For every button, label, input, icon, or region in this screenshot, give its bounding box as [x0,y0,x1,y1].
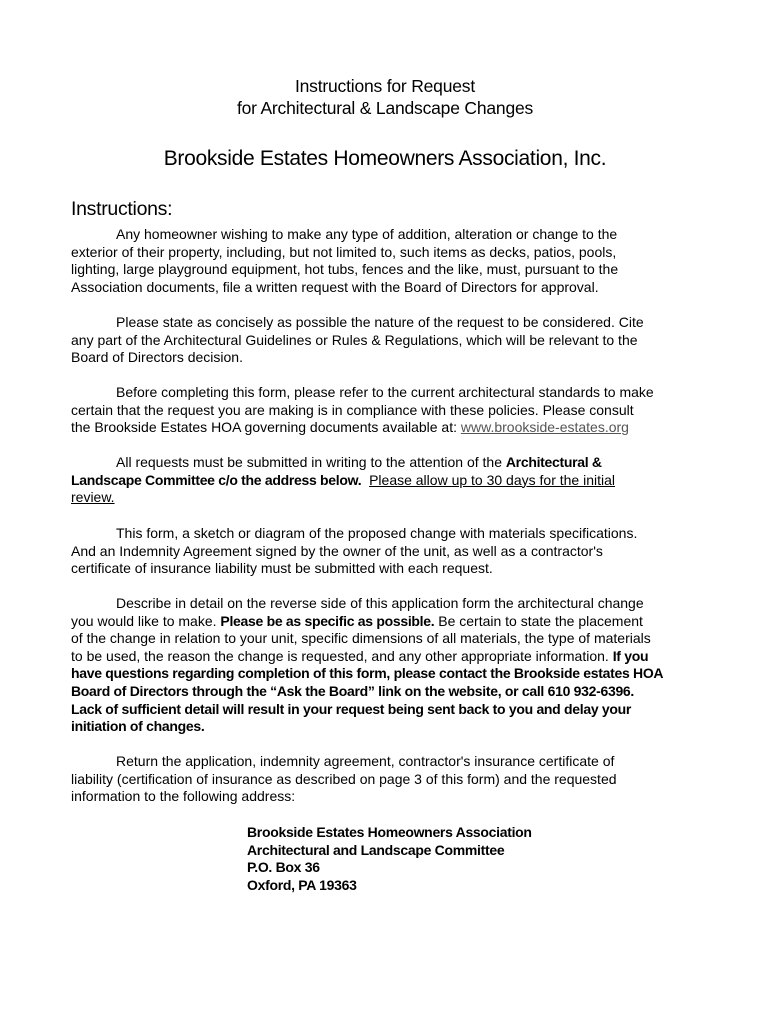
committee-address-bold: Landscape Committee c/o the address below. [71,471,362,488]
mailing-address [247,824,532,894]
p2-line-2: any part of the Architectural Guidelines or Rules & Regulations, which will be relevant to the [71,331,638,348]
p6-line-8: initiation of changes. [71,718,205,735]
p5-line-1: This form, a sketch or diagram of the proposed change with materials specifications. [116,525,638,541]
p1-line-3: lighting, large playground equipment, hot tubs, fences and the like, must, pursuant to the [71,261,619,278]
p4-line-3: review. [71,489,115,506]
p7-line-2: liability (certification of insurance as described on page 3 of this form) and the requested [71,770,617,787]
p1-line-1: Any homeowner wishing to make any type of addition, alteration or change to the [116,226,618,242]
paragraph-submission [71,454,711,507]
organization-name: Brookside Estates Homeowners Association, Inc. [163,147,607,170]
p2-line-1: Please state as concisely as possible the nature of the request to be considered. Cite [116,314,644,330]
p5-line-3: certificate of insurance liability must be submitted with each request. [71,560,493,577]
p3-line-3: the Brookside Estates HOA governing documents available at: [71,419,461,436]
p6-line-6: Board of Directors through the “Ask the Board” link on the website, or call 610 932-6396. [71,682,635,699]
paragraph-return-instructions [71,753,711,806]
p6-line-2a: you would like to make. [71,612,221,629]
address-line-3: P.O. Box 36 [247,859,320,876]
be-specific-bold: Please be as specific as possible. [220,612,435,629]
p3-line-2: certain that the request you are making is in compliance with these policies. Please consult [71,401,634,418]
address-line-4: Oxford, PA 19363 [247,876,357,893]
p6-line-7: Lack of sufficient detail will result in your request being sent back to you and delay your [71,700,632,717]
document-title [0,75,770,119]
paragraph-standards [71,384,711,437]
processing-time-note: Please allow up to 30 days for the initial [369,471,616,488]
p4-line-1a: All requests must be submitted in writing to the attention of the [116,454,506,470]
title-line-2: for Architectural & Landscape Changes [236,98,534,118]
website-link[interactable]: www.brookside-estates.org [460,419,629,436]
committee-name-bold: Architectural & [505,454,602,470]
paragraph-describe-change [71,595,711,736]
p6-line-5: have questions regarding completion of this form, please contact the Brookside estates HOA [71,665,664,682]
p2-line-3: Board of Directors decision. [71,349,243,366]
p6-line-2c: Be certain to state the placement [434,612,643,629]
p6-line-4a: to be used, the reason the change is requested, and any other appropriate information. [71,647,613,664]
instructions-heading: Instructions: [71,198,173,220]
p6-line-4b: If you [612,647,649,664]
address-line-1: Brookside Estates Homeowners Association [247,824,532,840]
title-line-1: Instructions for Request [294,76,475,96]
address-line-2: Architectural and Landscape Committee [247,841,505,858]
p7-line-1: Return the application, indemnity agreement, contractor's insurance certificate of [116,753,615,769]
p1-line-4: Association documents, file a written request with the Board of Directors for approval. [71,278,599,295]
p5-line-2: And an Indemnity Agreement signed by the owner of the unit, as well as a contractor's [71,542,603,559]
p1-line-2: exterior of their property, including, but not limited to, such items as decks, patios, pools, [71,243,617,260]
p6-line-1: Describe in detail on the reverse side of this application form the architectural change [116,595,644,611]
p6-line-3: of the change in relation to your unit, specific dimensions of all materials, the type of materials [71,630,651,647]
paragraph-required-documents [71,525,711,578]
p7-line-3: information to the following address: [71,788,296,805]
paragraph-approval-requirement [71,226,711,296]
paragraph-state-request [71,314,711,367]
p3-line-1: Before completing this form, please refer to the current architectural standards to make [116,384,654,400]
